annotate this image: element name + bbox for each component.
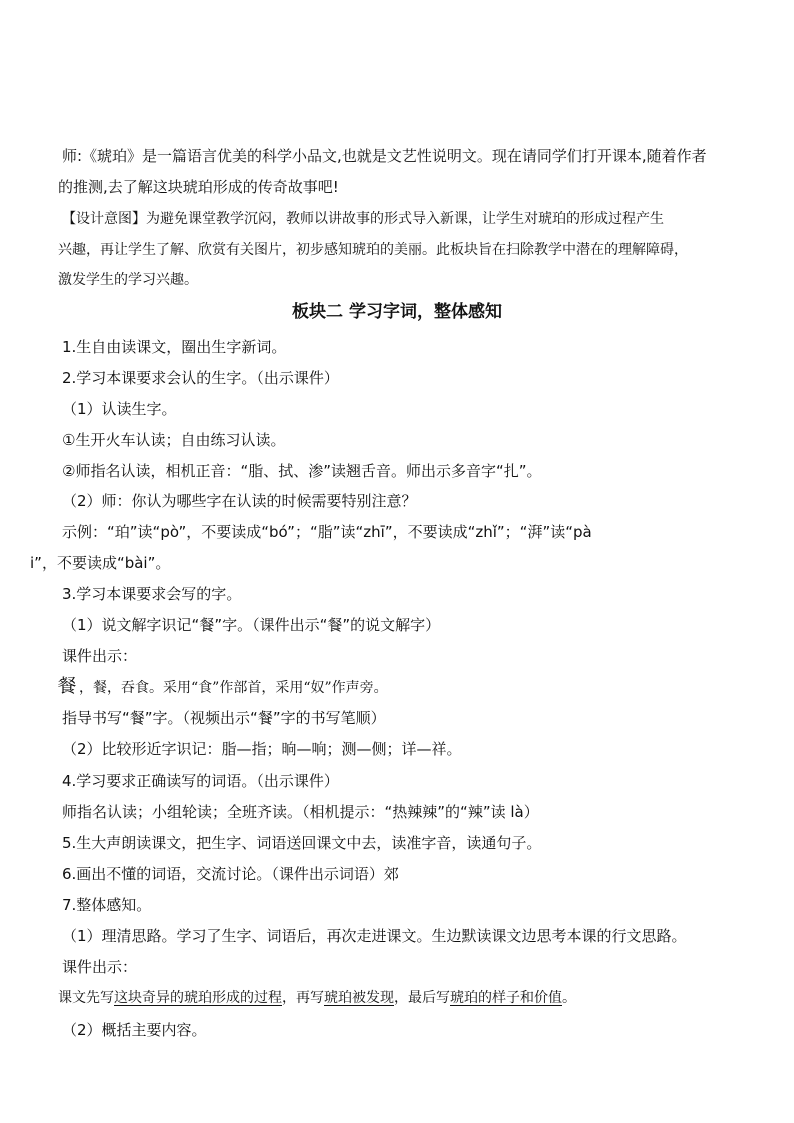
item-7-2: （2）概括主要内容。 (62, 1021, 207, 1039)
example-line-1: 示例：“珀”读“pò”，不要读成“bó”；“脂”读“zhī”，不要读成“zhǐ”；“湃”读“pà (62, 523, 592, 541)
shuowen-text: ，餐，吞食。采用“食”作部首，采用“奴”作声旁。 (79, 680, 388, 696)
item-4-detail: 师指名认读；小组轮读；全班齐读。（相机提示：“热辣辣”的“辣”读 là） (62, 803, 539, 821)
courseware-label-1: 课件出示： (62, 647, 138, 665)
design-intent-line-2: 兴趣，再让学生了解、欣赏有关图片，初步感知琥珀的美丽。此板块旨在扫除教学中潜在的理解障碍， (58, 242, 688, 258)
courseware-label-2: 课件出示： (62, 958, 138, 976)
intro-line-1: 师:《琥珀》是一篇语言优美的科学小品文,也就是文艺性说明文。现在请同学们打开课本,随着作者 (62, 147, 707, 165)
item-4: 4.学习要求正确读写的词语。（出示课件） (62, 772, 339, 790)
summary-line (58, 988, 758, 1008)
summary-part-e: ，最后写 (394, 990, 450, 1006)
summary-formation: 这块奇异的琥珀形成的过程 (114, 990, 282, 1006)
summary-part-g: 。 (562, 990, 576, 1006)
item-2-1b: ②师指名认读，相机正音：“脂、拭、渗”读翘舌音。师出示多音字“扎”。 (62, 462, 542, 480)
summary-part-a: 课文先写 (58, 990, 114, 1006)
item-5: 5.生大声朗读课文，把生字、词语送回课文中去，读准字音，读通句子。 (62, 834, 542, 852)
can-seal-glyph: 餐 (57, 676, 77, 697)
item-7-1: （1）理清思路。学习了生字、词语后，再次走进课文。生边默读课文边思考本课的行文思路。 (62, 927, 687, 945)
item-3: 3.学习本课要求会写的字。 (62, 585, 242, 603)
summary-appearance-value: 琥珀的样子和价值 (450, 990, 562, 1006)
summary-discovery: 琥珀被发现 (324, 990, 394, 1006)
example-line-2: i”，不要读成“bài”。 (30, 554, 171, 572)
design-intent-line-3: 激发学生的学习兴趣。 (58, 272, 198, 288)
intro-line-2: 的推测,去了解这块琥珀形成的传奇故事吧! (58, 178, 339, 196)
item-3-1: （1）说文解字识记“餐”字。（课件出示“餐”的说文解字） (62, 616, 441, 634)
item-3-2: （2）比较形近字识记：脂—指；晌—响；测—侧；详—祥。 (62, 740, 462, 758)
summary-part-c: ，再写 (282, 990, 324, 1006)
section-heading: 板块二 学习字词，整体感知 (292, 302, 502, 322)
item-2-2: （2）师：你认为哪些字在认读的时候需要特别注意？ (62, 492, 417, 510)
shuowen-line (58, 677, 758, 698)
item-2-1a: ①生开火车认读；自由练习认读。 (62, 431, 286, 449)
guide-write-line: 指导书写“餐”字。（视频出示“餐”字的书写笔顺） (62, 709, 386, 727)
item-7: 7.整体感知。 (62, 896, 152, 914)
item-1: 1.生自由读课文，圈出生字新词。 (62, 338, 287, 356)
item-2-1: （1）认读生字。 (62, 400, 177, 418)
design-intent-line-1: 【设计意图】为避免课堂教学沉闷，教师以讲故事的形式导入新课，让学生对琥珀的形成过程产生 (62, 211, 664, 227)
item-2: 2.学习本课要求会认的生字。（出示课件） (62, 369, 339, 387)
item-6: 6.画出不懂的词语，交流讨论。（课件出示词语）郊 (62, 865, 399, 883)
